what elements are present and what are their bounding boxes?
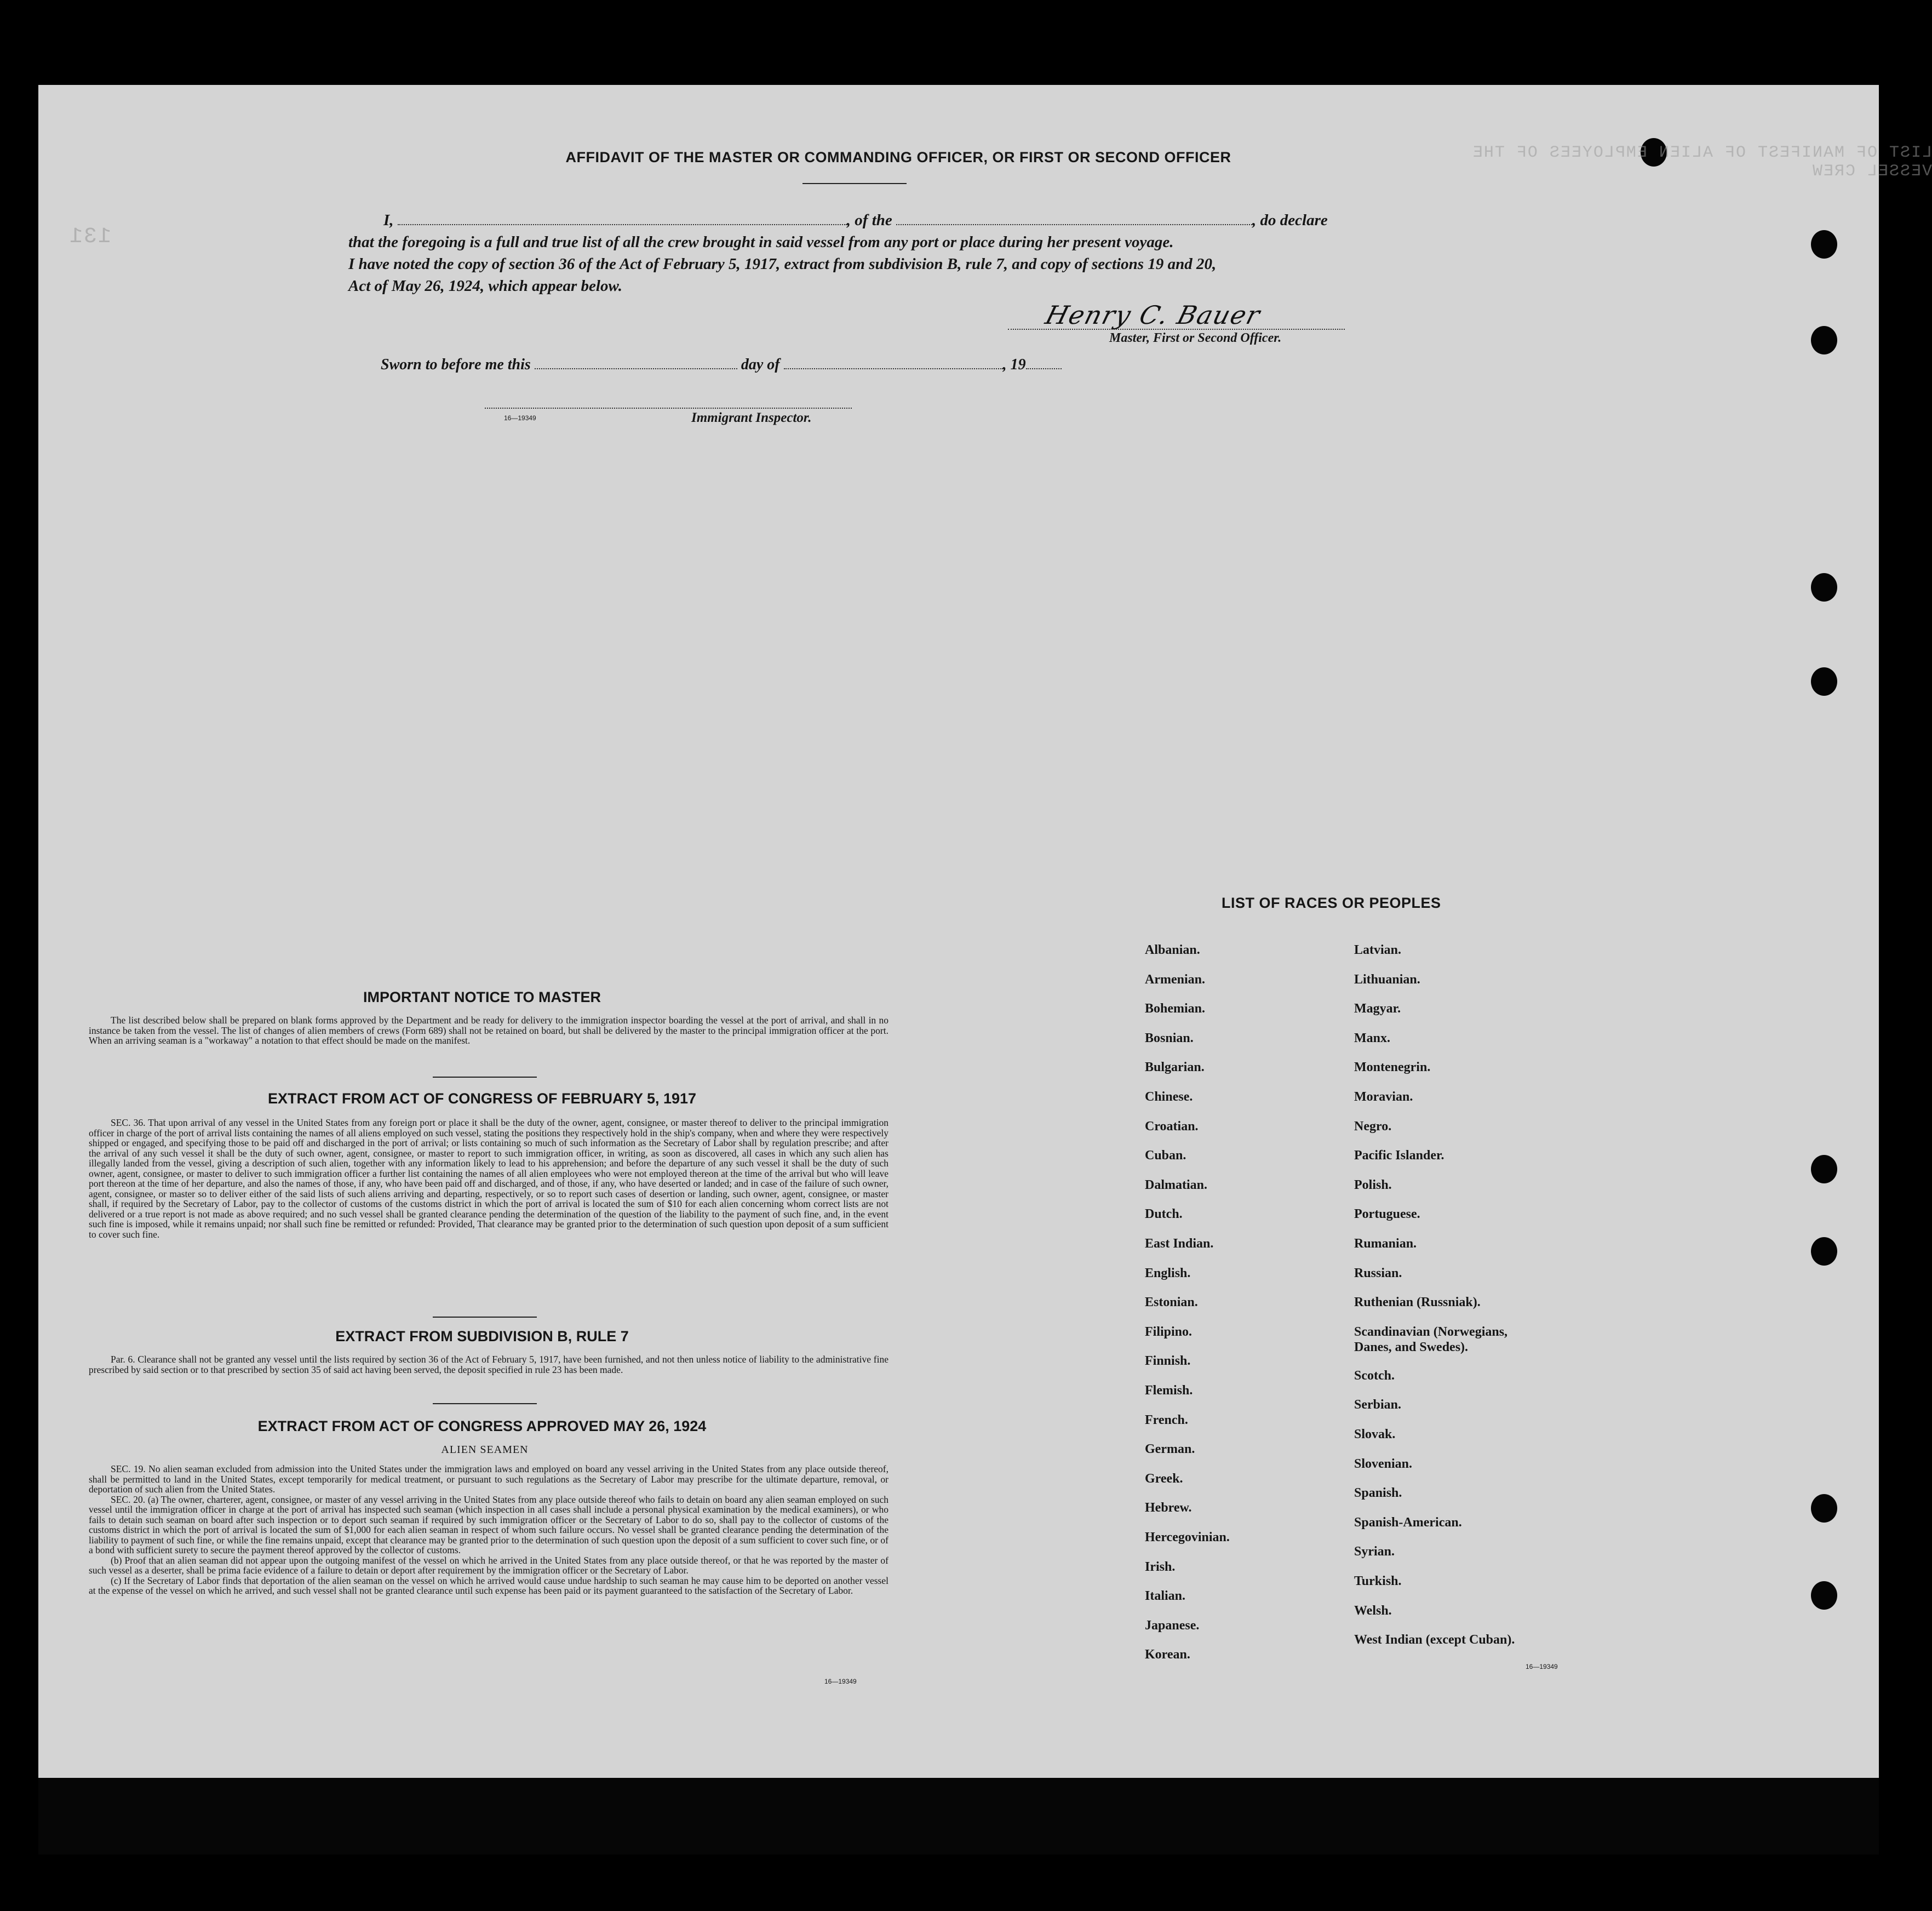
signature-line xyxy=(1008,329,1345,330)
inspector-label: Immigrant Inspector. xyxy=(691,410,812,425)
sec-20b-paragraph: (b) Proof that an alien seaman did not appear upon the outgoing manifest of the vessel on which he arrived in the United States from any place outside thereof, or that he was reported by the master of such vessel as a deserter, shall be prima facie evidence of a failure to detain or deport after requirement by the immigration officer or the Secretary of Labor. xyxy=(89,1554,888,1576)
name-blank[interactable] xyxy=(398,224,847,225)
punch-hole-9 xyxy=(1811,1581,1837,1610)
right-race-item: Magyar. xyxy=(1354,1002,1401,1016)
right-race-item: Latvian. xyxy=(1354,943,1402,957)
left-race-item: Irish. xyxy=(1145,1559,1176,1574)
scan-border xyxy=(38,1778,1879,1855)
extract-1924-text xyxy=(89,1464,888,1596)
extract-rule7-text xyxy=(89,1354,888,1375)
sec-19-paragraph: SEC. 19. No alien seaman excluded from admission into the United States under the immigration laws and employed on board any vessel arriving in the United States from any place outside thereof, shall be permitted to land in the United States, except temporarily for medical treatment, or pursuant to such regulations as the Secretary of Labor may prescribe for the ultimate departure, removal, or deportation of such alien from the United States. xyxy=(89,1463,888,1495)
left-race-item: Armenian. xyxy=(1145,972,1205,987)
right-race-item: Ruthenian (Russniak). xyxy=(1354,1295,1481,1310)
right-race-item: Pacific Islander. xyxy=(1354,1148,1444,1163)
sworn-month-blank[interactable] xyxy=(784,368,1003,369)
left-race-item: Japanese. xyxy=(1145,1618,1200,1633)
left-race-item: Finnish. xyxy=(1145,1354,1191,1369)
extract-1924-title: EXTRACT FROM ACT OF CONGRESS APPROVED MAY 26, 1924 xyxy=(257,1418,707,1434)
punch-hole-7 xyxy=(1811,1237,1837,1266)
do-declare-label: , do declare xyxy=(1252,211,1328,229)
punch-hole-4 xyxy=(1811,573,1837,602)
left-race-item: Bohemian. xyxy=(1145,1002,1206,1016)
right-race-item: Lithuanian. xyxy=(1354,972,1420,987)
sworn-year-blank[interactable] xyxy=(1026,368,1062,369)
left-race-item: Dutch. xyxy=(1145,1207,1183,1222)
affidavit-form-code: 16—19349 xyxy=(504,414,536,422)
left-race-item: Flemish. xyxy=(1145,1383,1193,1398)
punch-hole-3 xyxy=(1811,326,1837,354)
left-race-item: German. xyxy=(1145,1442,1195,1457)
right-race-item: Polish. xyxy=(1354,1177,1392,1192)
affidavit-title-rule xyxy=(802,183,907,184)
affidavit-declaration-line xyxy=(383,211,1328,230)
extract-rule7-rule xyxy=(433,1403,537,1404)
right-race-item: Slovak. xyxy=(1354,1427,1396,1441)
right-race-item: Russian. xyxy=(1354,1266,1402,1280)
vessel-blank[interactable] xyxy=(896,224,1252,225)
day-of-label: day of xyxy=(741,356,780,373)
right-race-item: Negro. xyxy=(1354,1119,1392,1134)
notice-rule xyxy=(433,1077,537,1078)
punch-hole-6 xyxy=(1811,1155,1837,1183)
left-race-item: Bosnian. xyxy=(1145,1031,1194,1045)
year-label: , 19 xyxy=(1002,356,1026,373)
extract-form-code: 16—19349 xyxy=(824,1678,857,1685)
notice-text xyxy=(89,1015,888,1046)
affidavit-title: AFFIDAVIT OF THE MASTER OR COMMANDING OFFICER, OR FIRST OR SECOND OFFICER xyxy=(565,149,1231,165)
affidavit-line-3: I have noted the copy of section 36 of the Act of February 5, 1917, extract from subdivision B, rule 7, and copy of sections 19 and 20, xyxy=(348,255,1217,273)
affidavit-line-4: Act of May 26, 1924, which appear below. xyxy=(348,277,622,295)
right-race-item: Slovenian. xyxy=(1354,1456,1413,1471)
right-race-item: Portuguese. xyxy=(1354,1207,1420,1222)
left-race-item: Dalmatian. xyxy=(1145,1177,1207,1192)
left-race-item: Korean. xyxy=(1145,1647,1190,1662)
inspector-signature-line xyxy=(485,408,852,409)
extract-1917-text xyxy=(89,1118,888,1239)
right-race-item: Scandinavian (Norwegians, Danes, and Swedes). xyxy=(1354,1324,1508,1354)
right-race-item: Spanish-American. xyxy=(1354,1515,1462,1530)
left-race-item: Hercegovinian. xyxy=(1145,1530,1230,1544)
races-title: LIST OF RACES OR PEOPLES xyxy=(1222,895,1441,911)
races-form-code: 16—19349 xyxy=(1526,1663,1558,1670)
bleed-through-margin-number: 131 xyxy=(68,225,112,249)
left-race-item: Hebrew. xyxy=(1145,1501,1192,1515)
right-race-item: Rumanian. xyxy=(1354,1237,1417,1251)
left-race-item: Chinese. xyxy=(1145,1090,1193,1104)
left-race-item: Greek. xyxy=(1145,1471,1183,1486)
master-signature: Henry C. Bauer xyxy=(1042,300,1264,330)
sworn-day-blank[interactable] xyxy=(535,368,737,369)
right-race-item: Syrian. xyxy=(1354,1544,1395,1559)
affidavit-line-2: that the foregoing is a full and true list of all the crew brought in said vessel from any port or place during her present voyage. xyxy=(348,233,1174,251)
left-race-item: Estonian. xyxy=(1145,1295,1198,1310)
right-race-item: Scotch. xyxy=(1354,1368,1395,1383)
signature-label: Master, First or Second Officer. xyxy=(1109,331,1282,345)
left-race-item: Bulgarian. xyxy=(1145,1060,1205,1075)
notice-title: IMPORTANT NOTICE TO MASTER xyxy=(363,989,601,1005)
left-race-item: English. xyxy=(1145,1266,1191,1280)
extract-1924-subtitle: ALIEN SEAMEN xyxy=(441,1444,529,1456)
i-label: I, xyxy=(383,211,394,229)
extract-rule7-title: EXTRACT FROM SUBDIVISION B, RULE 7 xyxy=(335,1328,629,1344)
punch-hole-2 xyxy=(1811,230,1837,259)
left-race-item: Italian. xyxy=(1145,1589,1186,1604)
right-race-item: Spanish. xyxy=(1354,1486,1402,1501)
left-race-item: Croatian. xyxy=(1145,1119,1199,1134)
left-race-item: French. xyxy=(1145,1412,1188,1427)
right-race-item: West Indian (except Cuban). xyxy=(1354,1633,1515,1647)
right-race-item: Serbian. xyxy=(1354,1398,1402,1412)
right-race-item: Turkish. xyxy=(1354,1574,1402,1588)
punch-hole-5 xyxy=(1811,667,1837,696)
right-race-item: Welsh. xyxy=(1354,1603,1392,1618)
bleed-through-header: LIST OF MANIFEST OF ALIEN EMPLOYEES OF THE VESSEL CREW xyxy=(1471,144,1932,181)
extract-1917-rule xyxy=(433,1317,537,1318)
sworn-label: Sworn to before me this xyxy=(381,356,531,373)
left-race-item: Albanian. xyxy=(1145,943,1200,957)
left-race-item: East Indian. xyxy=(1145,1237,1214,1251)
sec-36-paragraph: SEC. 36. That upon arrival of any vessel in the United States from any foreign port or place it shall be the duty of the owner, agent, consignee, or master thereof to deliver to the principal immigration officer in charge of the port of arrival lists containing the names of all aliens employed on such vessel, stating the positions they respectively hold in the ship's company, when and where they were respectively shipped or engaged, and specifying those to be paid off and discharged in the port of arrival; or lists containing so much of such information as the Secretary of Labor shall by regulation prescribe; and after the arrival of any such vessel it shall be the duty of such owner, agent, consignee, or master to report to such immigration officer, in writing, as soon as discovered, all cases in which any such alien has illegally landed from the vessel, giving a description of such alien, together with any information likely to lead to his apprehension; and before the departure of any such vessel it shall be the duty of such owner, agent, consignee, or master to deliver to such immigration officer a further list containing the names of all alien employees who were not employed thereon at the time of the arrival but who will leave port thereon at the time of her departure, and also the names of those, if any, who have been paid off and discharged, and of those, if any, who have deserted or landed; and in case of the failure of such owner, agent, consignee, or master so to deliver either of the said lists of such aliens arriving and departing, respectively, or so to report such cases of desertion or landing, such owner, agent, consignee, or master shall, if required by the Secretary of Labor, pay to the collector of customs of the customs district in which the port of arrival is located the sum of $10 for each alien concerning whom correct lists are not delivered or a true report is not made as above required; and no such vessel shall be granted clearance pending the determination of the question of the liability to the payment of such fine, and, in the event such fine is imposed, while it remains unpaid; nor shall such fine be remitted or refunded: Provided, That clearance may be granted prior to the determination of such question upon deposit of a sum sufficient to cover such fine. xyxy=(89,1117,888,1240)
right-race-item: Montenegrin. xyxy=(1354,1060,1431,1075)
sec-20a-paragraph: SEC. 20. (a) The owner, charterer, agent, consignee, or master of any vessel arriving in the United States from any place outside thereof who fails to detain on board any alien seaman employed on such vessel until the immigration officer in charge at the port of arrival has inspected such seaman (which inspection in all cases shall include a personal physical examination by the medical examiners), or who fails to detain such seaman on board after such inspection or to deport such seaman if required by such immigration officer or the Secretary of Labor to do so, shall pay to the collector of customs of the customs district in which the port of arrival is located the sum of $1,000 for each alien seaman in respect of whom such failure occurs. No vessel shall be granted clearance pending the determination of the liability to payment of such fine, or while the fine remains unpaid, except that clearance may be granted prior to the determination of such question upon the deposit of a sum sufficient to cover such fine, or of a bond with sufficient surety to secure the payment thereof approved by the collector of customs. xyxy=(89,1494,888,1555)
extract-1917-title: EXTRACT FROM ACT OF CONGRESS OF FEBRUARY 5, 1917 xyxy=(267,1090,697,1107)
punch-hole-8 xyxy=(1811,1494,1837,1523)
of-the-label: , of the xyxy=(846,211,892,229)
right-race-item: Moravian. xyxy=(1354,1090,1413,1104)
par-6-paragraph: Par. 6. Clearance shall not be granted any vessel until the lists required by section 36 of the Act of February 5, 1917, have been furnished, and not then unless notice of liability to the administrative fine prescribed by said section or to that prescribed by section 35 of said act having been served, the deposit specified in rule 23 has been made. xyxy=(89,1354,888,1375)
left-race-item: Cuban. xyxy=(1145,1148,1186,1163)
notice-paragraph: The list described below shall be prepared on blank forms approved by the Department and be ready for delivery to the immigration inspector boarding the vessel at the port of arrival, and shall in no instance be taken from the vessel. The list of changes of alien members of crews (Form 689) shall not be retained on board, but shall be delivered by the master to the principal immigration officer at the port. When an arriving seaman is a "workaway" a notation to that effect should be made on the manifest. xyxy=(89,1015,888,1046)
right-race-item: Manx. xyxy=(1354,1031,1390,1045)
sworn-line xyxy=(381,356,1062,374)
left-race-item: Filipino. xyxy=(1145,1324,1193,1339)
sec-20c-paragraph: (c) If the Secretary of Labor finds that deportation of the alien seaman on the vessel on which he arrived would cause undue hardship to such seaman he may cause him to be deported on another vessel at the expense of the vessel on which he arrived, and such vessel shall not be granted clearance until such expense has been paid or its payment guaranteed to the satisfaction of the Secretary of Labor. xyxy=(89,1575,888,1596)
